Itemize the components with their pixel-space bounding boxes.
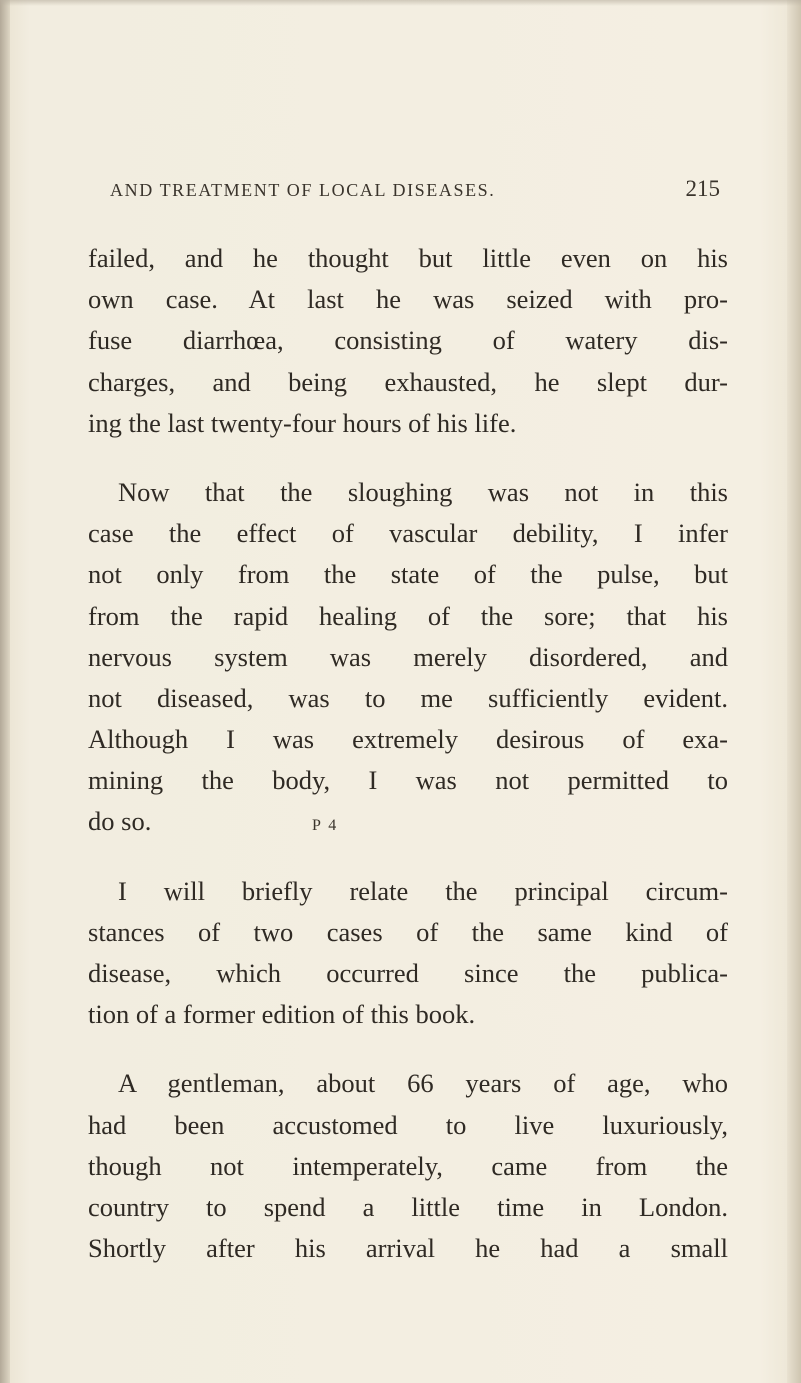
text-line: from the rapid healing of the sore; that his <box>88 600 728 631</box>
text-line: mining the body, I was not permitted to <box>88 765 728 796</box>
text-line: country to spend a little time in London. <box>88 1191 728 1222</box>
text-line: disease, which occurred since the publica- <box>88 958 728 988</box>
paragraph <box>88 238 728 444</box>
text-line: case the effect of vascular debility, I infer <box>88 518 728 549</box>
text-line: not diseased, was to me sufficiently evident. <box>88 682 728 713</box>
text-line: not only from the state of the pulse, but <box>88 559 728 590</box>
text-line: had been accustomed to live luxuriously, <box>88 1109 728 1140</box>
text-line: do so. <box>88 806 152 837</box>
running-head-title: AND TREATMENT OF LOCAL DISEASES. <box>110 180 496 200</box>
paragraph <box>88 1063 728 1269</box>
page-top-edge <box>0 0 801 6</box>
paragraph <box>88 871 728 1036</box>
paragraph <box>88 472 728 843</box>
text-line: failed, and he thought but little even on his <box>88 243 728 273</box>
text-line: stances of two cases of the same kind of <box>88 916 728 947</box>
signature-mark: P 4 <box>312 817 339 834</box>
text-line: Shortly after his arrival he had a small <box>88 1233 728 1264</box>
text-line: Now that the sloughing was not in this <box>118 476 728 507</box>
text-line: though not intemperately, came from the <box>88 1150 728 1181</box>
page-right-edge <box>787 0 801 1383</box>
text-line: fuse diarrhœa, consisting of watery dis- <box>88 325 728 356</box>
text-line: tion of a former edition of this book. <box>88 999 476 1030</box>
text-line: A gentleman, about 66 years of age, who <box>118 1068 728 1099</box>
text-line: ing the last twenty-four hours of his life. <box>88 407 517 438</box>
text-line: own case. At last he was seized with pro- <box>88 284 728 315</box>
running-head <box>110 176 720 201</box>
text-line: charges, and being exhausted, he slept dur- <box>88 366 728 397</box>
body-text <box>88 238 728 1297</box>
text-line: Although I was extremely desirous of exa- <box>88 724 728 755</box>
page-left-edge <box>0 0 10 1383</box>
text-line: I will briefly relate the principal circum- <box>118 875 728 906</box>
text-line: nervous system was merely disordered, and <box>88 641 728 672</box>
page-number: 215 <box>685 176 720 201</box>
